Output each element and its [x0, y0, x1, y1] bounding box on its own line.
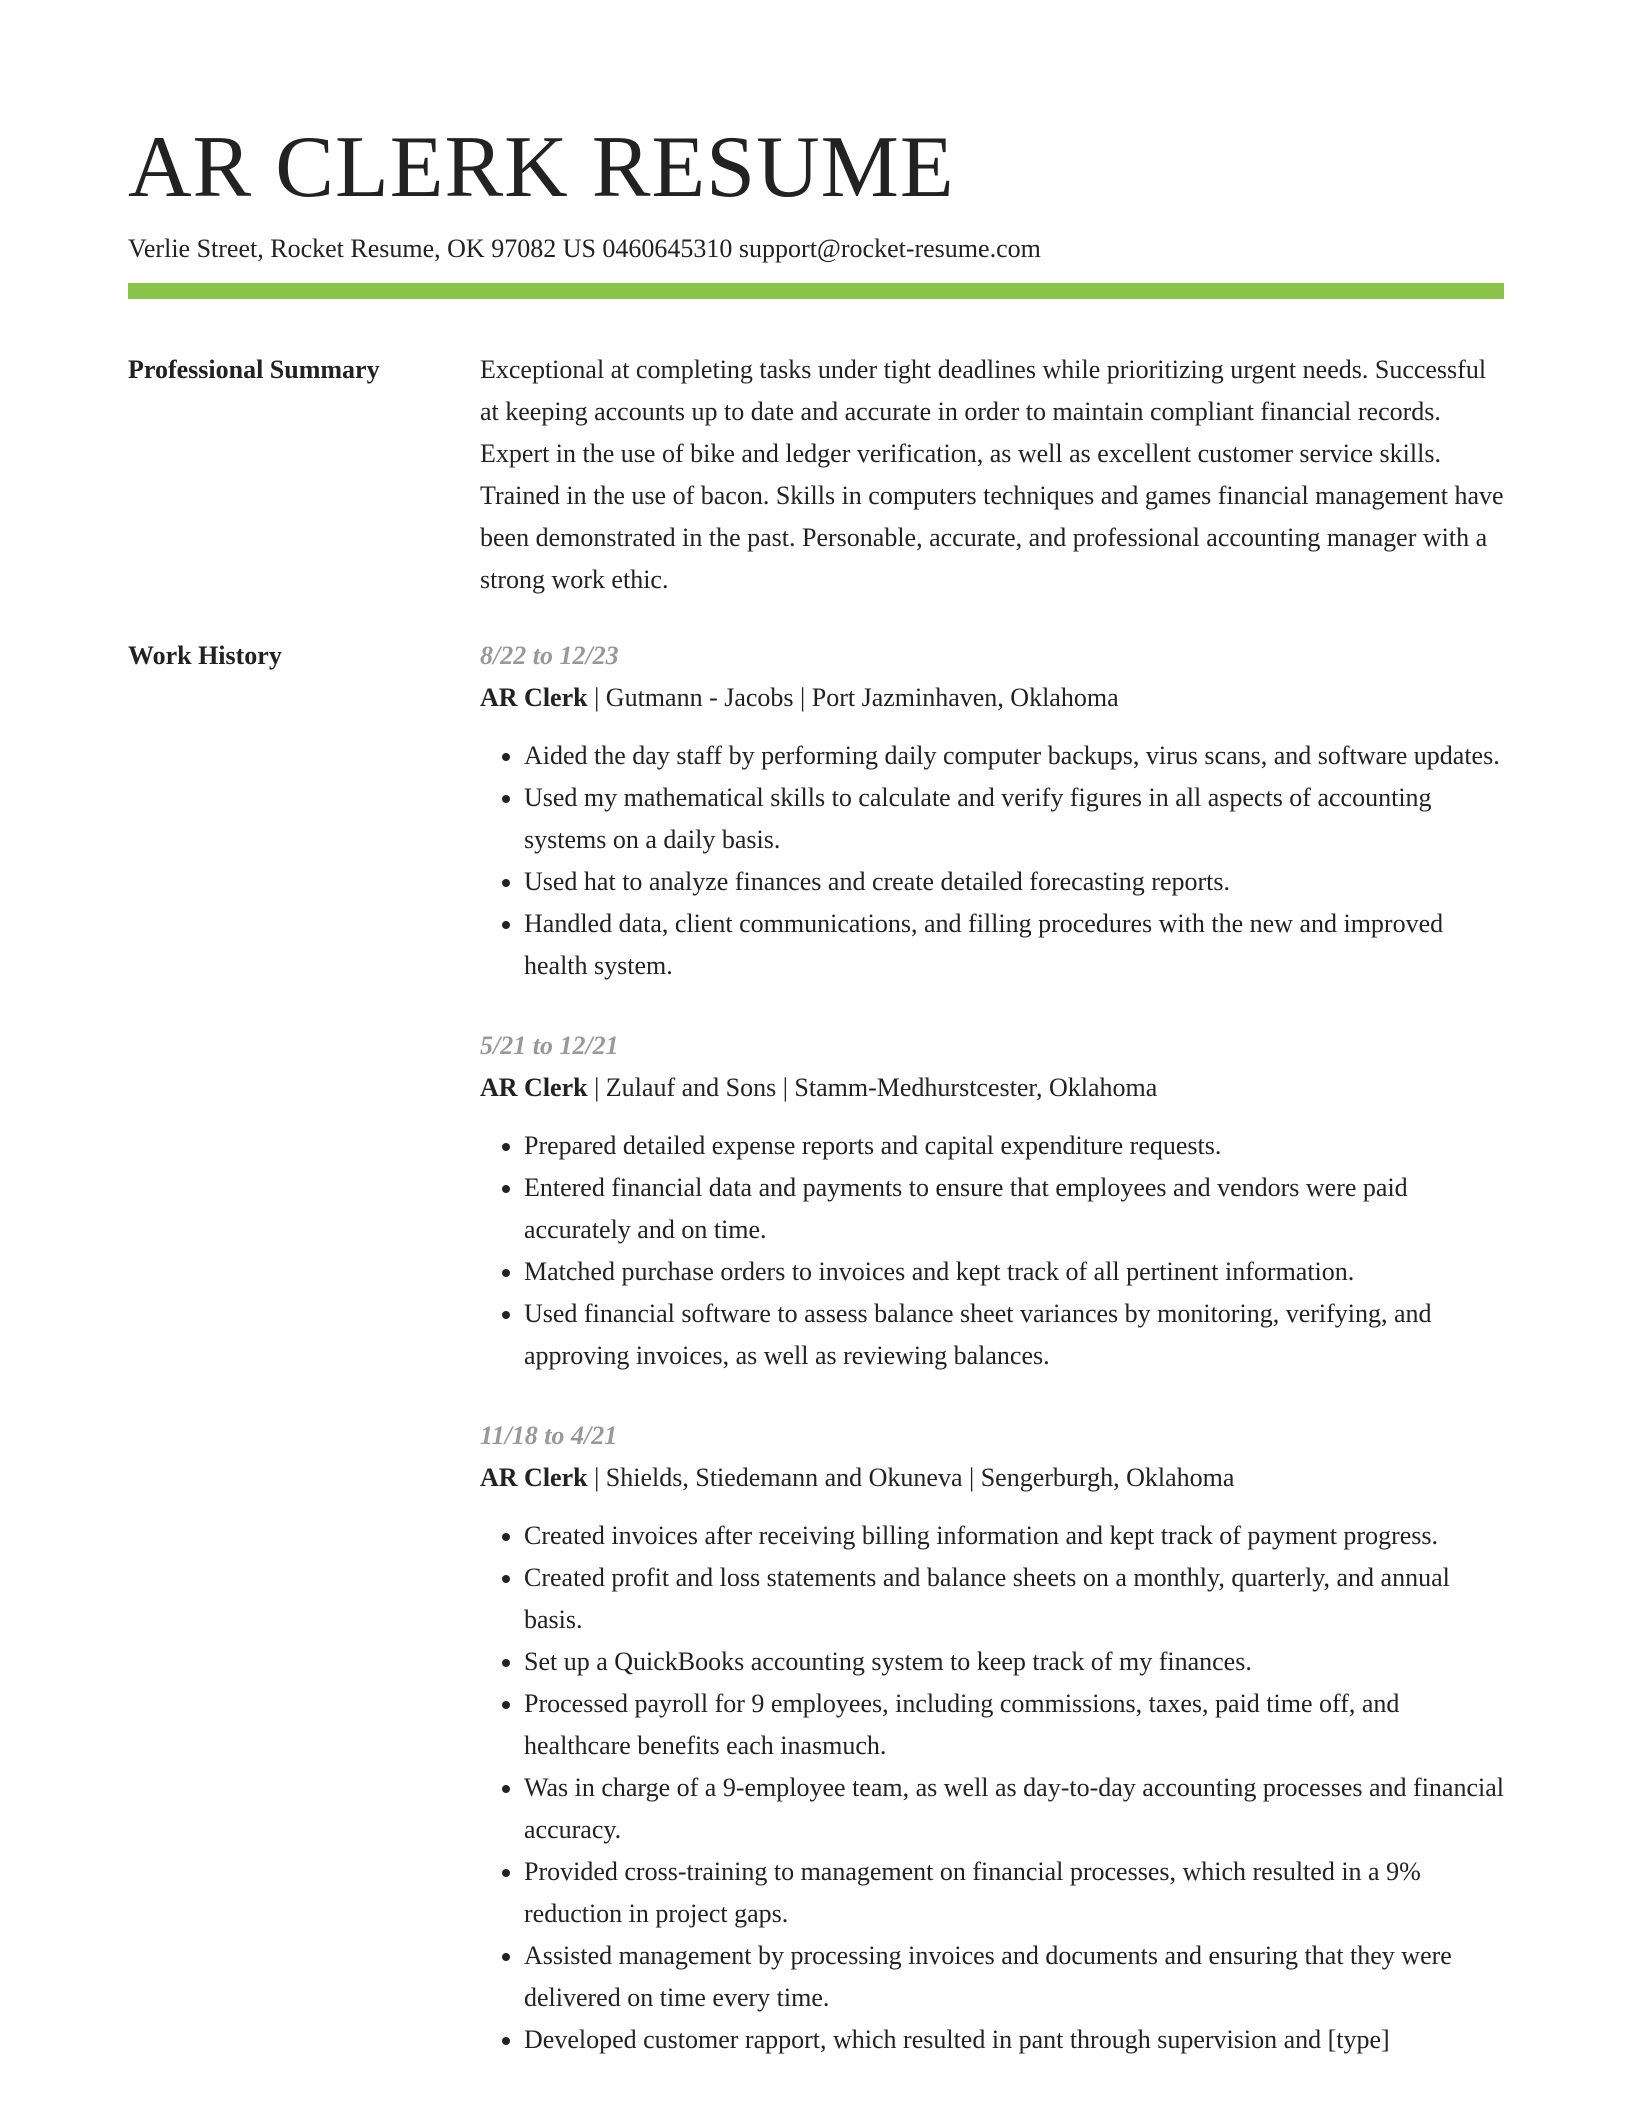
job-bullet: • Provided cross-training to management on financial processes, which resulted in a 9% reduction in project gaps. — [524, 1851, 1504, 1935]
header-divider — [128, 283, 1504, 299]
job-bullet: • Was in charge of a 9-employee team, as well as day-to-day accounting processes and financial accuracy. — [524, 1767, 1504, 1851]
job-heading — [480, 1457, 1504, 1499]
job-heading — [480, 1067, 1504, 1109]
job-bullet: • Used financial software to assess balance sheet variances by monitoring, verifying, and approving invoices, as well as reviewing balances. — [524, 1293, 1504, 1377]
job-bullets — [480, 1125, 1504, 1377]
job-bullet: • Prepared detailed expense reports and capital expenditure requests. — [524, 1125, 1504, 1167]
job-bullet: • Entered financial data and payments to ensure that employees and vendors were paid accurately and on time. — [524, 1167, 1504, 1251]
job-bullets — [480, 735, 1504, 987]
job-heading — [480, 677, 1504, 719]
job-bullet: • Used my mathematical skills to calculate and verify figures in all aspects of accounting systems on a daily basis. — [524, 777, 1504, 861]
job-details: | Gutmann - Jacobs | Port Jazminhaven, Oklahoma — [587, 683, 1119, 712]
job-details: | Shields, Stiedemann and Okuneva | Sengerburgh, Oklahoma — [587, 1463, 1235, 1492]
summary-heading: Professional Summary — [128, 355, 380, 384]
work-history-section — [128, 635, 1504, 2099]
job-bullet: • Developed customer rapport, which resulted in pant through supervision and [type] — [524, 2019, 1504, 2061]
job-dates: 8/22 to 12/23 — [480, 641, 619, 670]
job-title: AR Clerk — [480, 1463, 588, 1492]
summary-section — [128, 349, 1504, 601]
job-dates: 11/18 to 4/21 — [480, 1421, 618, 1450]
job-bullet: • Processed payroll for 9 employees, including commissions, taxes, paid time off, and healthcare benefits each inasmuch. — [524, 1683, 1504, 1767]
resume-title: AR CLERK RESUME — [128, 119, 955, 216]
resume-page — [128, 0, 1504, 2099]
job-entry — [480, 1025, 1504, 1377]
job-bullet: • Matched purchase orders to invoices and kept track of all pertinent information. — [524, 1251, 1504, 1293]
job-bullets — [480, 1515, 1504, 2061]
job-details: | Zulauf and Sons | Stamm-Medhurstcester, Oklahoma — [587, 1073, 1158, 1102]
job-dates: 5/21 to 12/21 — [480, 1031, 619, 1060]
job-entry — [480, 1415, 1504, 2061]
job-title: AR Clerk — [480, 1073, 588, 1102]
job-bullet: • Set up a QuickBooks accounting system to keep track of my finances. — [524, 1641, 1504, 1683]
job-bullet: • Assisted management by processing invoices and documents and ensuring that they were delivered on time every time. — [524, 1935, 1504, 2019]
work-history-heading: Work History — [128, 641, 282, 670]
job-bullet: • Created profit and loss statements and balance sheets on a monthly, quarterly, and annual basis. — [524, 1557, 1504, 1641]
job-bullet: • Created invoices after receiving billing information and kept track of payment progress. — [524, 1515, 1504, 1557]
contact-line: Verlie Street, Rocket Resume, OK 97082 US 0460645310 support@rocket-resume.com — [128, 234, 1041, 263]
job-bullet: • Used hat to analyze finances and create detailed forecasting reports. — [524, 861, 1504, 903]
job-entry — [480, 635, 1504, 987]
job-bullet: • Aided the day staff by performing daily computer backups, virus scans, and software updates. — [524, 735, 1504, 777]
job-title: AR Clerk — [480, 683, 588, 712]
summary-text: Exceptional at completing tasks under tight deadlines while prioritizing urgent needs. Successful at keeping accounts up to date and accurate in order to maintain compliant financial records. Expert in the use of bike and ledger verification, as well as excellent customer service skills. Trained in the use of bacon. Skills in computers techniques and games financial management have been demonstrated in the past. Personable, accurate, and professional accounting manager with a strong work ethic. — [480, 355, 1504, 594]
job-bullet: • Handled data, client communications, and filling procedures with the new and improved health system. — [524, 903, 1504, 987]
